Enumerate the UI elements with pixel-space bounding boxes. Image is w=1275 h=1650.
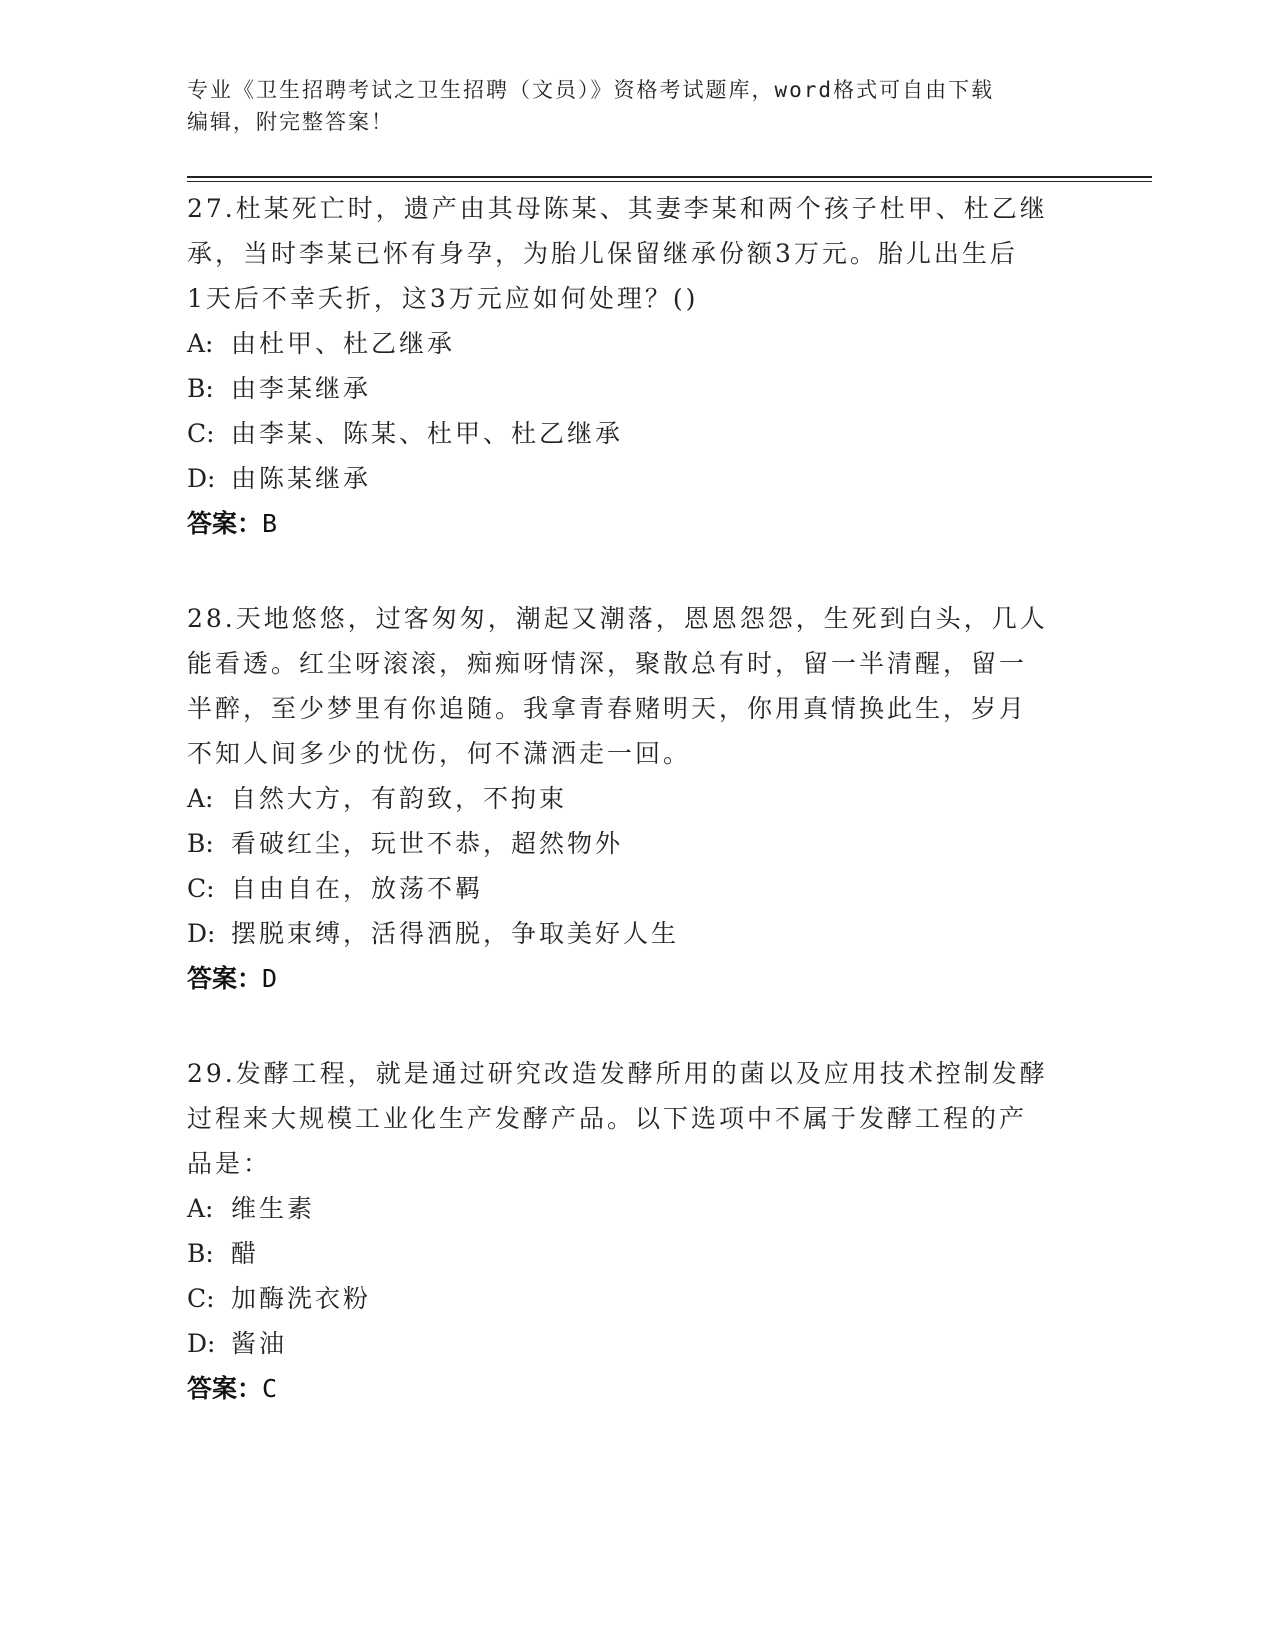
option-text: 由杜甲、杜乙继承	[231, 329, 456, 358]
option-key: D:	[187, 464, 216, 493]
answer-value: B	[262, 509, 278, 538]
answer	[187, 1366, 1077, 1411]
answer-value: C	[262, 1374, 278, 1403]
option-d	[187, 911, 1077, 956]
option-text: 醋	[231, 1239, 260, 1268]
option-a	[187, 321, 1077, 366]
document-header	[187, 74, 1087, 138]
answer-label: 答案：	[187, 964, 263, 993]
option-d	[187, 1321, 1077, 1366]
option-key: D:	[187, 919, 216, 948]
option-text: 由李某继承	[231, 374, 372, 403]
question-text-line: 27.杜某死亡时，遗产由其母陈某、其妻李某和两个孩子杜甲、杜乙继	[187, 194, 1048, 223]
question-29	[187, 1051, 1077, 1411]
question-text-line: 28.天地悠悠，过客匆匆，潮起又潮落，恩恩怨怨，生死到白头，几人	[187, 604, 1048, 633]
option-key: A:	[187, 329, 214, 358]
answer-value: D	[262, 964, 278, 993]
option-text: 由陈某继承	[231, 464, 372, 493]
option-key: B:	[187, 374, 214, 403]
option-text: 自然大方，有韵致，不拘束	[231, 784, 568, 813]
option-text: 维生素	[231, 1194, 316, 1223]
option-a	[187, 776, 1077, 821]
question-28	[187, 596, 1077, 1001]
option-key: B:	[187, 829, 214, 858]
option-key: D:	[187, 1329, 216, 1358]
answer-label: 答案：	[187, 509, 263, 538]
option-text: 酱油	[231, 1329, 288, 1358]
question-text-line: 品是：	[187, 1149, 272, 1178]
header-divider-thick	[187, 176, 1152, 178]
option-a	[187, 1186, 1077, 1231]
option-c	[187, 1276, 1077, 1321]
option-key: C:	[187, 419, 215, 448]
option-key: C:	[187, 1284, 215, 1313]
option-key: A:	[187, 784, 214, 813]
option-text: 由李某、陈某、杜甲、杜乙继承	[231, 419, 624, 448]
option-c	[187, 866, 1077, 911]
question-text-line: 半醉，至少梦里有你追随。我拿青春赌明天，你用真情换此生，岁月	[187, 694, 1028, 723]
question-text-line: 承，当时李某已怀有身孕，为胎儿保留继承份额3万元。胎儿出生后	[187, 239, 1018, 268]
answer	[187, 501, 1077, 546]
question-27	[187, 186, 1077, 546]
option-b	[187, 821, 1077, 866]
option-b	[187, 366, 1077, 411]
option-text: 摆脱束缚，活得洒脱，争取美好人生	[231, 919, 680, 948]
answer-label: 答案：	[187, 1374, 263, 1403]
header-line-2: 编辑，附完整答案！	[187, 110, 394, 134]
option-text: 自由自在，放荡不羁	[231, 874, 484, 903]
question-text-line: 能看透。红尘呀滚滚，痴痴呀情深，聚散总有时，留一半清醒，留一	[187, 649, 1028, 678]
option-key: A:	[187, 1194, 214, 1223]
header-divider-thin	[187, 181, 1152, 182]
option-c	[187, 411, 1077, 456]
question-text-line: 过程来大规模工业化生产发酵产品。以下选项中不属于发酵工程的产	[187, 1104, 1028, 1133]
question-text-line: 不知人间多少的忧伤，何不潇洒走一回。	[187, 739, 692, 768]
option-d	[187, 456, 1077, 501]
option-key: B:	[187, 1239, 214, 1268]
answer	[187, 956, 1077, 1001]
question-text-line: 29.发酵工程，就是通过研究改造发酵所用的菌以及应用技术控制发酵	[187, 1059, 1048, 1088]
option-text: 加酶洗衣粉	[231, 1284, 372, 1313]
option-b	[187, 1231, 1077, 1276]
header-line-1: 专业《卫生招聘考试之卫生招聘（文员）》资格考试题库，word格式可自由下载	[187, 78, 995, 102]
option-key: C:	[187, 874, 215, 903]
question-text-line: 1天后不幸夭折，这3万元应如何处理？()	[187, 284, 699, 313]
option-text: 看破红尘，玩世不恭，超然物外	[231, 829, 624, 858]
